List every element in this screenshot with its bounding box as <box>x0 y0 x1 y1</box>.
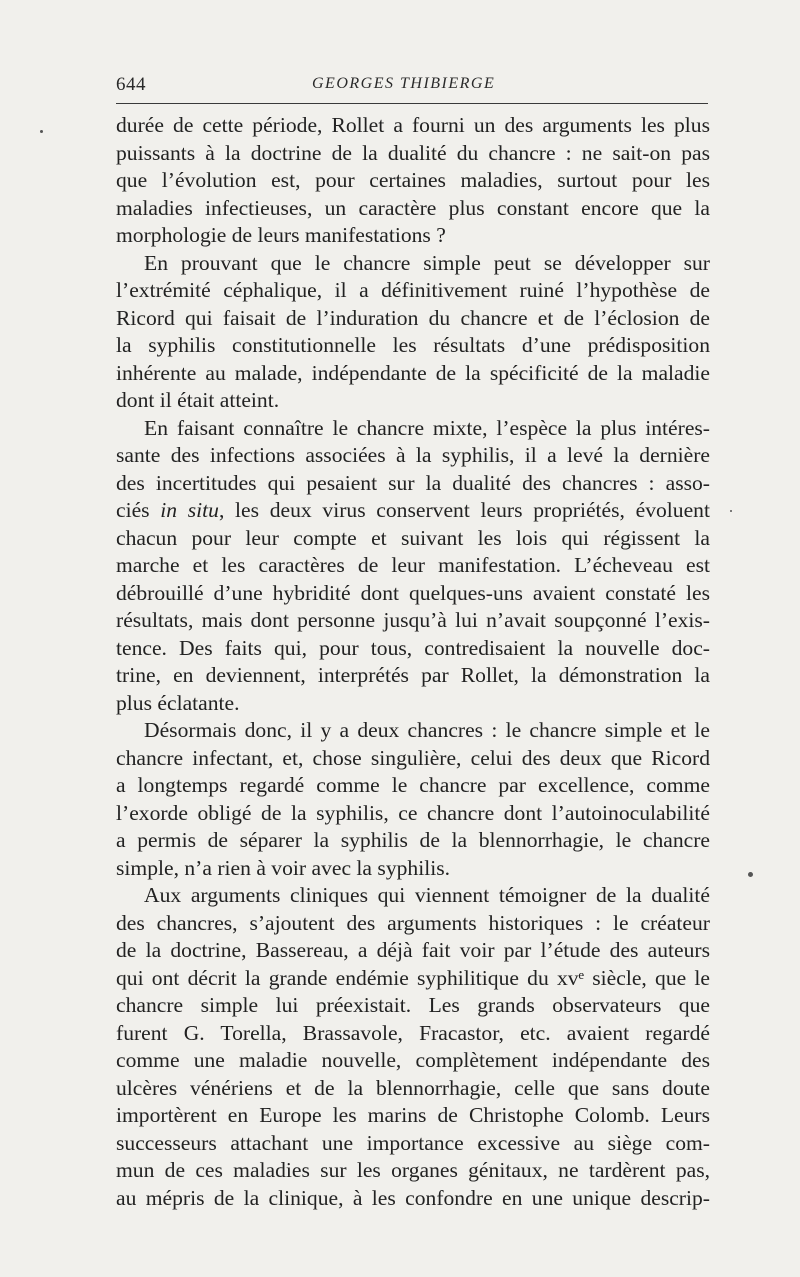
body-text <box>116 112 710 1212</box>
text-line: Désormais donc, il y a deux chancres : le chancre simple et le <box>144 718 710 742</box>
text-line: marche et les caractères de leur manifestation. L’écheveau est <box>116 553 710 577</box>
text-line: Ricord qui faisait de l’induration du chancre et de l’éclosion de <box>116 305 710 330</box>
text-line: a longtemps regardé comme le chancre par excellence, comme <box>116 773 710 797</box>
text-line: chancre infectant, et, chose singulière, celui des deux que Ricord <box>116 745 710 770</box>
text-line: que l’évolution est, pour certaines maladies, surtout pour les <box>116 168 710 192</box>
text-line: a permis de séparer la syphilis de la blennorrhagie, le chancre <box>116 828 710 852</box>
text-line: des chancres, s’ajoutent des arguments historiques : le créateur <box>116 910 710 935</box>
text-line: ciés in situ, les deux virus conservent leurs propriétés, évoluent <box>116 498 710 522</box>
text-line: ulcères vénériens et de la blennorrhagie, celle que sans doute <box>116 1075 710 1100</box>
text-line: successeurs attachant une importance excessive au siège com- <box>116 1130 710 1155</box>
text-line: de la doctrine, Bassereau, a déjà fait voir par l’étude des auteurs <box>116 938 710 962</box>
text-line: mun de ces maladies sur les organes génitaux, ne tardèrent pas, <box>116 1158 710 1182</box>
text-line: maladies infectieuses, un caractère plus constant encore que la <box>116 195 710 220</box>
text-line: tence. Des faits qui, pour tous, contredisaient la nouvelle doc- <box>116 635 710 660</box>
text-line: simple, n’a rien à voir avec la syphilis. <box>116 855 451 880</box>
text-line: puissants à la doctrine de la dualité du chancre : ne sait-on pas <box>116 140 710 165</box>
text-line: En faisant connaître le chancre mixte, l’espèce la plus intéres- <box>144 415 710 440</box>
scan-speck <box>730 510 732 512</box>
text-line: importèrent en Europe les marins de Christophe Colomb. Leurs <box>116 1103 710 1127</box>
text-line: dont il était atteint. <box>116 388 280 412</box>
text-line: furent G. Torella, Brassavole, Fracastor, etc. avaient regardé <box>116 1020 710 1045</box>
text-line: chancre simple lui préexistait. Les grands observateurs que <box>116 993 710 1017</box>
text-line: l’exorde obligé de la syphilis, ce chancre dont l’autoinoculabilité <box>116 800 710 825</box>
text-line: débrouillé d’une hybridité dont quelques-uns avaient constaté les <box>116 580 710 605</box>
text-line: la syphilis constitutionnelle les résultats d’une prédisposition <box>116 333 710 357</box>
text-line: au mépris de la clinique, à les confondre en une unique descrip- <box>116 1185 710 1210</box>
text-line: morphologie de leurs manifestations ? <box>116 223 446 247</box>
text-line: chacun pour leur compte et suivant les lois qui régissent la <box>116 525 710 550</box>
text-line: En prouvant que le chancre simple peut se développer sur <box>144 250 710 275</box>
header-rule <box>116 103 708 104</box>
text-line: sante des infections associées à la syphilis, il a levé la dernière <box>116 443 710 467</box>
text-line: inhérente au malade, indépendante de la spécificité de la maladie <box>116 360 710 385</box>
text-line: trine, en deviennent, interprétés par Rollet, la démonstration la <box>116 663 710 687</box>
text-line: qui ont décrit la grande endémie syphilitique du xvᵉ siècle, que le <box>116 965 710 990</box>
page-header <box>116 70 708 100</box>
running-head: GEORGES THIBIERGE <box>312 75 496 92</box>
page-number: 644 <box>116 74 146 95</box>
scan-speck <box>748 872 753 877</box>
text-line: durée de cette période, Rollet a fourni un des arguments les plus <box>116 113 710 137</box>
italic-phrase: in situ <box>160 498 219 522</box>
text-line: résultats, mais dont personne jusqu’à lui n’avait soupçonné l’exis- <box>116 608 710 632</box>
scan-speck <box>40 130 43 133</box>
text-line: plus éclatante. <box>116 690 240 715</box>
text-line: Aux arguments cliniques qui viennent témoigner de la dualité <box>144 883 710 907</box>
text-line: l’extrémité céphalique, il a définitivement ruiné l’hypothèse de <box>116 278 710 302</box>
text-line: des incertitudes qui pesaient sur la dualité des chancres : asso- <box>116 470 710 495</box>
text-line: comme une maladie nouvelle, complètement indépendante des <box>116 1048 710 1072</box>
